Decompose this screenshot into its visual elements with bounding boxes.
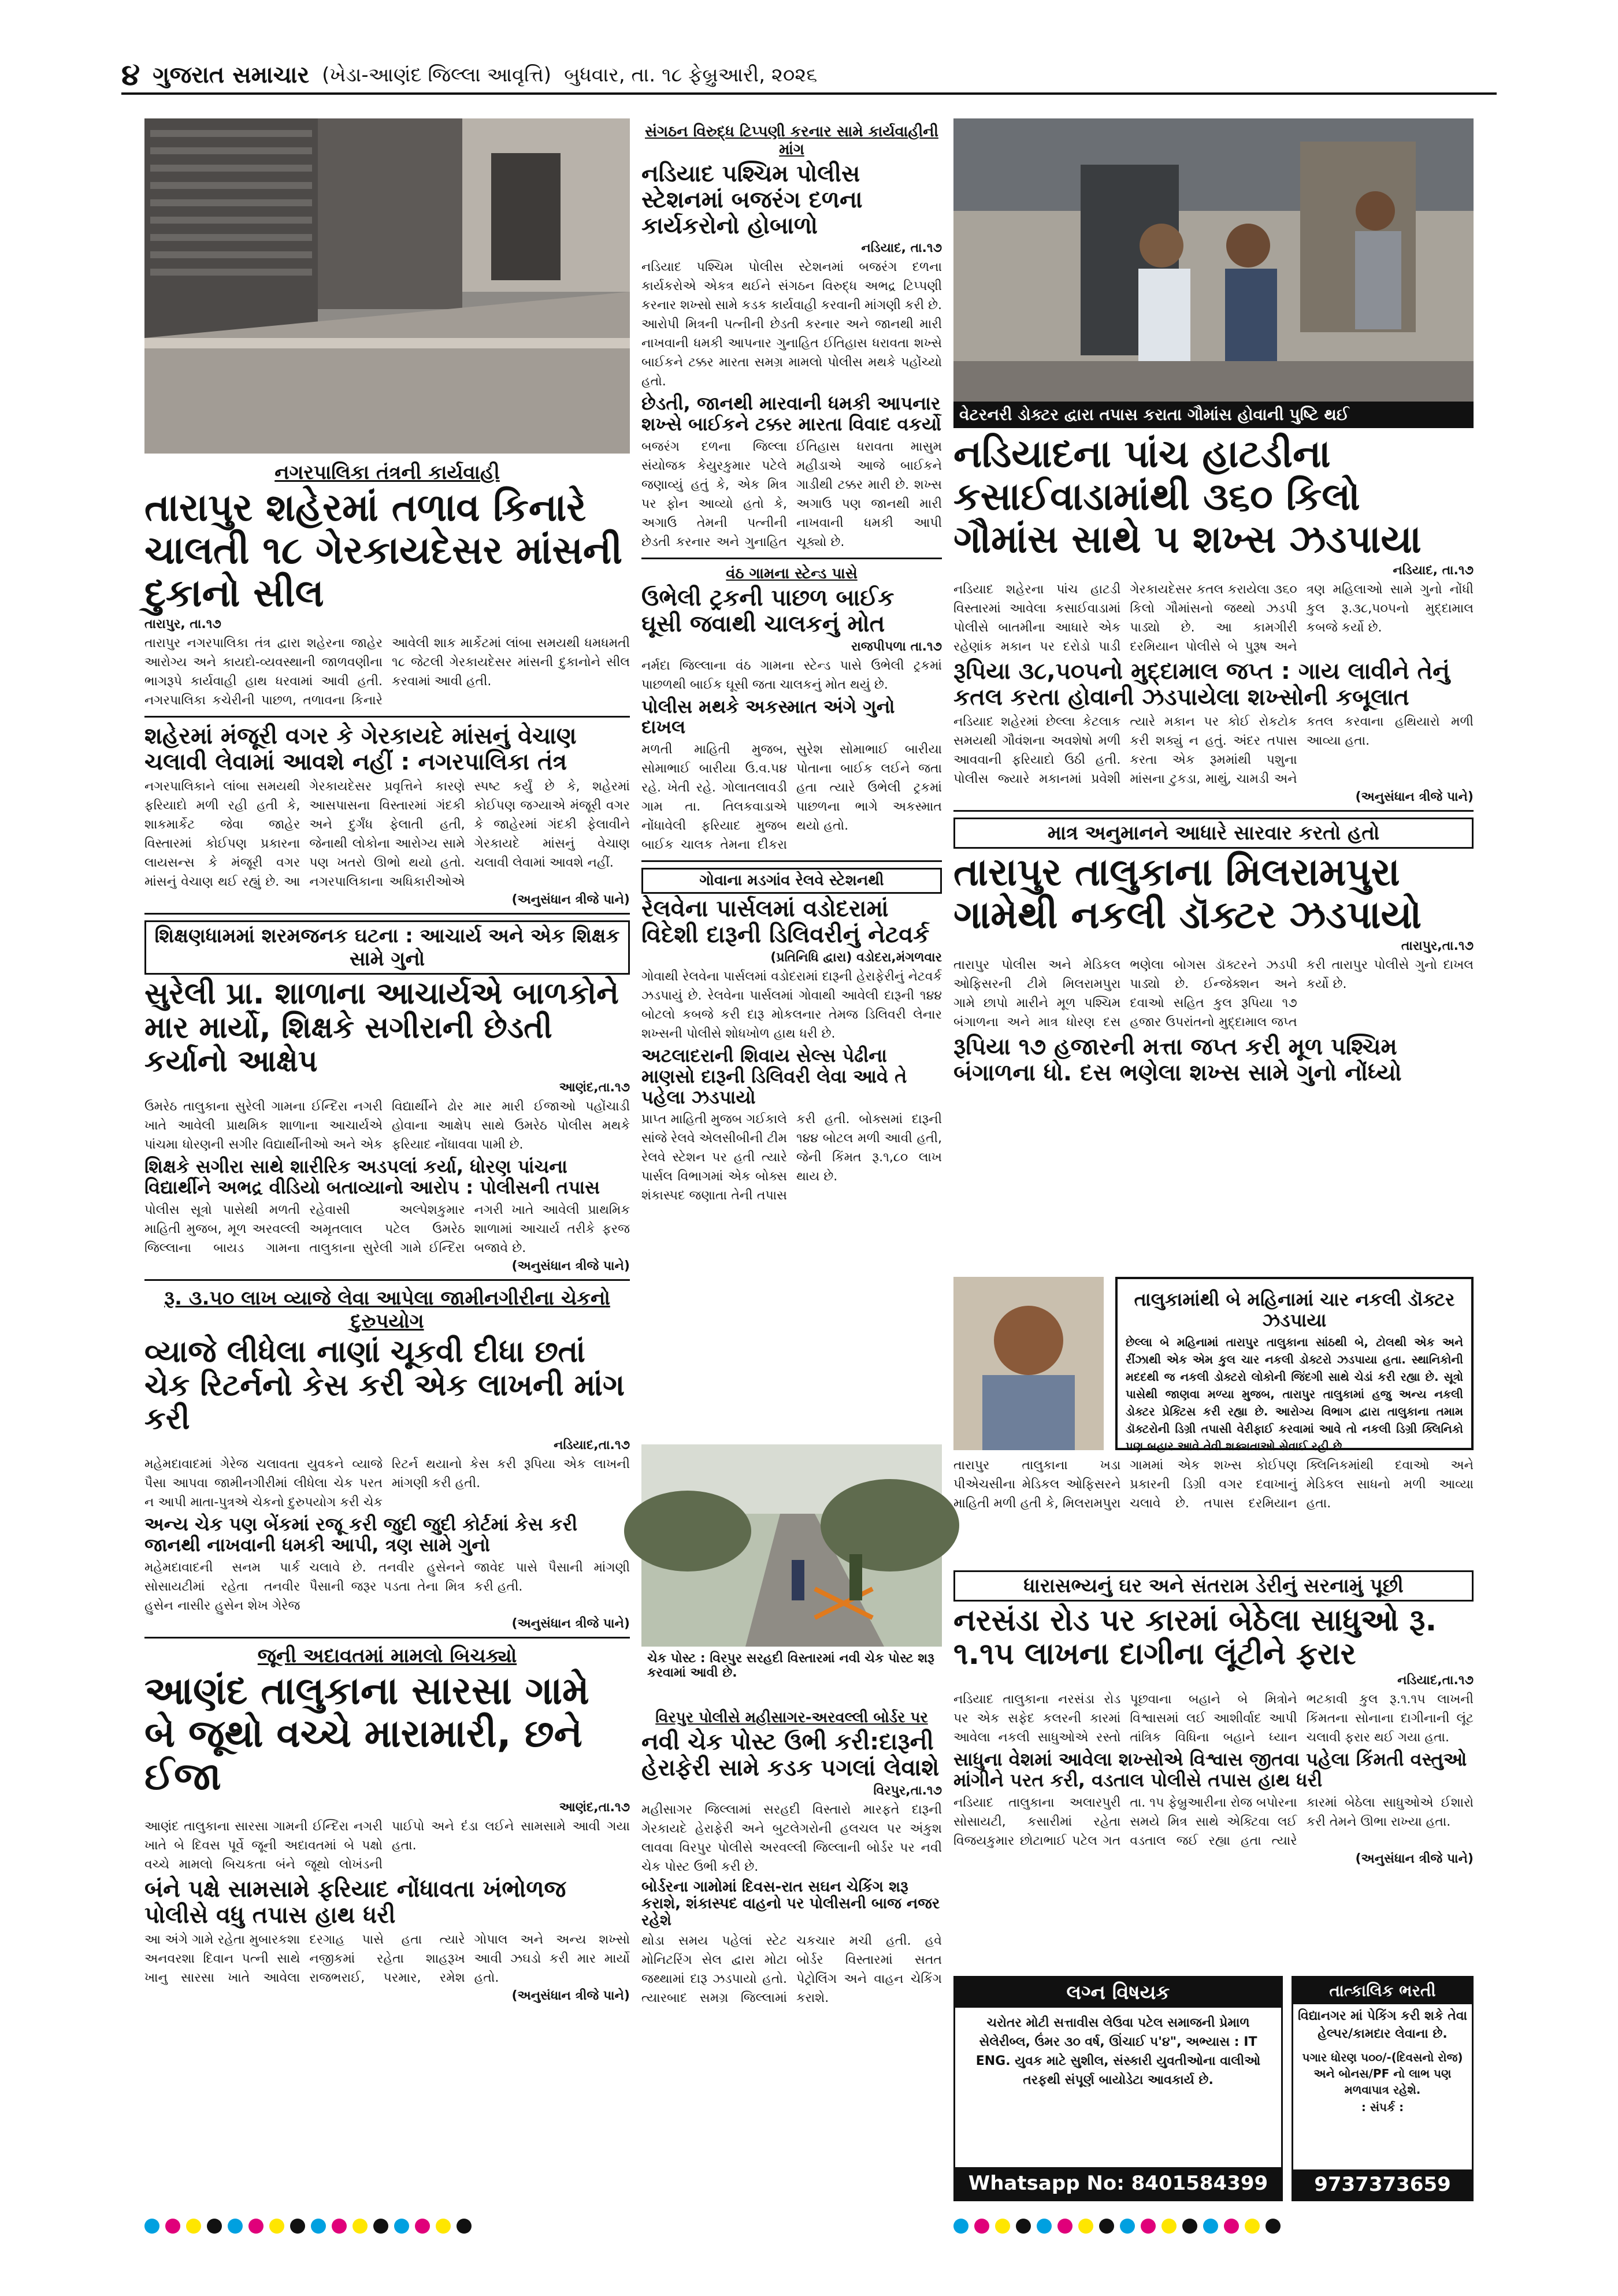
registration-dot — [1224, 2219, 1239, 2234]
story5-subhead: બંને પક્ષે સામસામે ફરિયાદ નોંધાવતા ખંભોળજ પોલીસે વધુ તપાસ હાથ ધરી — [144, 1875, 566, 1929]
box1-headline: તાલુકામાંથી બે મહિનામાં ચાર નકલી ડૉક્ટર ઝડપાયા — [1134, 1288, 1455, 1331]
story3-body: ઉમરેઠ તાલુકાના સુરેલી ગામના ઈન્દિરા નગરી ખાતે આવેલી પ્રાથમિક શાળાના આચાર્યએ પાંચમા ધોરણની સગીર વિદ્યાર્થીનીઓ અને એક વિદ્યાર્થીને ઢોર માર મારી ઈજાઓ પહોંચાડી હોવાના આક્ષેપ સાથે ઉમરેઠ પોલીસ મથકે ફરિયાદ નોંધાવવા પામી છે. — [144, 1099, 630, 1153]
story1-body: તારાપુર નગરપાલિકા તંત્ર દ્વારા શહેરના જાહેર આરોગ્ય અને કાયદો-વ્યવસ્થાની જાળવણીના ભાગરૂપે કાર્યવાહી હાથ ધરવામાં આવી હતી. નગરપાલિકા કચેરીની પાછળ, તળાવના કિનારે આવેલી શાક માર્કેટમાં લાંબા સમયથી ધમધમતી ૧૮ જેટલી ગેરકાયદેસર માંસની દુકાનોને સીલ કરવામાં આવી હતી. — [144, 636, 630, 708]
fake-doctors-box — [1115, 1277, 1474, 1453]
registration-dot — [1161, 2219, 1177, 2234]
story8-dateline: (પ્રતિનિધિ દ્વારા) વડોદરા,મંગળવાર — [770, 950, 942, 965]
photo-checkpost — [641, 1444, 942, 1647]
registration-marks-right — [953, 2219, 1281, 2234]
right-column — [953, 430, 1474, 1274]
divider — [144, 1279, 630, 1281]
registration-dot — [290, 2219, 305, 2234]
registration-dot — [186, 2219, 201, 2234]
checkpost-image — [641, 1444, 942, 1647]
story8-body2: પ્રાપ્ત માહિતી મુજબ ગઈકાલે સાંજે રેલવે એલસીબીની ટીમ રેલવે સ્ટેશન પર હતી ત્યારે પાર્સલ વિભાગમાં એક બોક્સ શંકાસ્પદ જણાતા તેની તપાસ કરી હતી. બોક્સમાં દારૂની ૧૪૪ બોટલ મળી આવી હતી, જેની કિંમત રૂ.૧,૮૦ લાખ થાય છે. — [641, 1112, 942, 1203]
issue-date: બુધવાર, તા. ૧૮ ફેબ્રુઆરી, ૨૦૨૬ — [564, 64, 818, 87]
divider — [641, 860, 942, 862]
story10-dateline: નડિયાદ, તા.૧૭ — [1393, 563, 1474, 578]
story9-dateline: વિરપુર,તા.૧૭ — [873, 1783, 942, 1798]
story3-subhead: શિક્ષકે સગીરા સાથે શારીરિક અડપલાં કર્યા, ધોરણ પાંચના વિદ્યાર્થીને અભદ્ર વીડિયો બતાવ્યાનો આરોપ : પોલીસની તપાસ — [144, 1156, 600, 1198]
story5-headline: આણંદ તાલુકાના સારસા ગામે બે જૂથો વચ્ચે મારામારી, છને ઈજા — [144, 1669, 589, 1799]
registration-dot — [248, 2219, 264, 2234]
registration-dot — [165, 2219, 180, 2234]
photo-fake-doctor — [953, 1277, 1104, 1450]
story8-kicker: ગોવાના મડગાંવ રેલવે સ્ટેશનથી — [641, 868, 942, 894]
story8-headline: રેલવેના પાર્સલમાં વડોદરામાં વિદેશી દારૂની ડિલિવરીનું નેટવર્ક — [641, 896, 930, 949]
registration-dot — [394, 2219, 409, 2234]
story4-dateline: નડિયાદ,તા.૧૭ — [554, 1438, 630, 1453]
registration-dot — [1182, 2219, 1197, 2234]
story12-dateline: નડિયાદ,તા.૧૭ — [1397, 1673, 1474, 1688]
registration-dot — [415, 2219, 430, 2234]
story7-headline: ઉભેલી ટ્રકની પાછળ બાઈક ઘૂસી જવાથી ચાલકનું મોત — [641, 585, 895, 637]
edition-label: (ખેડા-આણંદ જિલ્લા આવૃત્તિ) — [322, 64, 552, 87]
job-ad — [1292, 1976, 1474, 2201]
story5-continued: (અનુસંધાન ત્રીજે પાને) — [511, 1989, 630, 2004]
vet-inspection-image — [953, 118, 1474, 402]
story6-body2: બજરંગ દળના જિલ્લા સંયોજક કેયુરકુમાર પટેલે જણાવ્યું હતું કે, એક મિત્ર પર ફોન આવ્યો હતો કે, અગાઉ તેમની પત્નીની છેડતી કરનાર અને ગુનાહિત ઈતિહાસ ધરાવતા માસુમ મહીડાએ આજે બાઈકને ગાડીથી ટક્કર મારી છે. શખ્સ અગાઉ પણ જાનથી મારી નાખવાની ધમકી આપી ચૂક્યો છે. — [641, 440, 942, 550]
registration-dot — [269, 2219, 284, 2234]
story7-dateline: રાજપીપળા તા.૧૭ — [851, 639, 942, 654]
story1-kicker: નગરપાલિકા તંત્રની કાર્યવાહી — [274, 461, 500, 484]
checkpost-caption: ચેક પોસ્ટ : વિરપુર સરહદી વિસ્તારમાં નવી ચેક પોસ્ટ શરૂ કરવામાં આવી છે. — [641, 1648, 942, 1684]
matrimony-ad-text: ચરોતર મોટી સત્તાવીસ લેઉવા પટેલ સમાજની પ્રેમાળ સેલેરીબ્લ, ઉંમર ૩૦ વર્ષ, ઊંચાઈ ૫'૪", અભ્યાસ : IT ENG. યુવક માટે સુશીલ, સંસ્કારી યુવતીઓના વાલીઓ તરફથી સંપૂર્ણ બાયોડેટા આવકાર્ય છે. — [975, 2016, 1261, 2087]
story7-body: નર્મદા જિલ્લાના વંઠ ગામના સ્ટેન્ડ પાસે ઉભેલી ટ્રકમાં પાછળથી બાઈક ઘૂસી જતા ચાલકનું મોત થયું છે. — [641, 658, 942, 692]
masthead — [121, 58, 1497, 95]
divider — [953, 810, 1474, 812]
matrimony-ad-title: લગ્ન વિષયક — [955, 1978, 1281, 2008]
registration-dot — [144, 2219, 159, 2234]
story2-headline: શહેરમાં મંજૂરી વગર કે ગેરકાયદે માંસનું વેચાણ ચલાવી લેવામાં આવશે નહીં : નગરપાલિકા તંત્ર — [144, 722, 577, 775]
story6-headline: નડિયાદ પશ્ચિમ પોલીસ સ્ટેશનમાં બજરંગ દળના કાર્યકરોનો હોબાળો — [641, 161, 863, 239]
story8-subhead: અટલાદરાની શિવાય સેલ્સ પેઢીના માણસો દારૂની ડિલિવરી લેવા આવે તે પહેલા ઝડપાયો — [641, 1044, 907, 1108]
story11-subhead: રૂપિયા ૧૭ હજારની મત્તા જપ્ત કરી મૂળ પશ્ચિમ બંગાળના ધો. દસ ભણેલા શખ્સ સામે ગુનો નોંધ્યો — [953, 1034, 1402, 1086]
registration-dot — [457, 2219, 472, 2234]
registration-dot — [1266, 2219, 1281, 2234]
registration-dot — [953, 2219, 968, 2234]
middle-column — [641, 118, 942, 1203]
registration-dot — [352, 2219, 368, 2234]
paper-name: ગુજરાત સમાચાર — [153, 62, 310, 88]
story3-headline: સુરેલી પ્રા. શાળાના આચાર્યએ બાળકોને માર માર્યો, શિક્ષકે સગીરાની છેડતી કર્યાનો આક્ષેપ — [144, 976, 619, 1079]
registration-dot — [332, 2219, 347, 2234]
matrimony-ad — [953, 1976, 1283, 2201]
registration-dot — [1016, 2219, 1031, 2234]
page-number: ૪ — [121, 57, 140, 92]
story4-body2: મહેમદાવાદની સનમ પાર્ક સોસાયટીમાં રહેતા તનવીર હુસેન નાસીર હુસેન શેખ ગેરેજ ચલાવે છે. તનવીર હુસેનને પૈસાની જરૂર પડતા તેના મિત્ર જાવેદ પાસે પૈસાની માંગણી કરી હતી. — [144, 1561, 630, 1614]
sealed-shops-image — [144, 118, 630, 454]
left-column — [144, 456, 630, 2190]
story3-dateline: આણંદ,તા.૧૭ — [559, 1080, 630, 1095]
story12-body2: નડિયાદ તાલુકાના અલારપુરી સોસાયટી, કસારીમાં રહેતા વિજયકુમાર છોટાભાઈ પટેલ ગત તા. ૧૫ ફેબ્રુઆરીના રોજ બપોરના સમયે મિત્ર સાથે એક્ટિવા લઈ વડતાલ જઈ રહ્યા હતા ત્યારે કારમાં બેઠેલા સાધુઓએ ઈશારો કરી તેમને ઊભા રાખ્યા હતા. — [953, 1796, 1474, 1849]
job-ad-text: વિદ્યાનગર માં પેકિંગ કરી શકે તેવા હેલ્પર/કામદાર લેવાના છે. — [1298, 2009, 1467, 2041]
divider — [144, 716, 630, 718]
story7-body2: મળતી માહિતી મુજબ, સોમાભાઈ બારીયા ઉ.વ.૫૪ રહે. ખેતી રહે. ગોલાતલાવડી ગામ તા. તિલકવાડાએ નોંધાવેલી ફરિયાદ મુજબ બાઈક ચાલક તેમના દીકરા સુરેશ સોમાભાઈ બારીયા પોતાના બાઈક લઈને જતા હતા ત્યારે ઉભેલી ટ્રકમાં પાછળના ભાગે અકસ્માત થયો હતો. — [641, 742, 942, 853]
job-ad-title: તાત્કાલિક ભરતી — [1293, 1978, 1472, 2004]
story4-continued: (અનુસંધાન ત્રીજે પાને) — [511, 1617, 630, 1632]
registration-dot — [228, 2219, 243, 2234]
story10-continued: (અનુસંધાન ત્રીજે પાને) — [1355, 790, 1474, 805]
story3-body2: પોલીસ સૂત્રો પાસેથી મળતી માહિતી મુજબ, મૂળ અરવલ્લી જિલ્લાના બાયડ ગામના રહેવાસી અલ્પેશકુમાર અમૃતલાલ પટેલ ઉમરેઠ તાલુકાના સુરેલી ગામે ઈન્દિરા નગરી ખાતે આવેલી પ્રાથમિક શાળામાં આચાર્ય તરીકે ફરજ બજાવે છે. — [144, 1202, 630, 1255]
story4-body: મહેમદાવાદમાં ગેરેજ ચલાવતા યુવકને વ્યાજે પૈસા આપવા જામીનગીરીમાં લીધેલા ચેક પરત ન આપી માતા-પુત્રએ ચેકનો દુરુપયોગ કરી ચેક રિટર્ન થયાનો કેસ કરી રૂપિયા એક લાખની માંગણી કરી હતી. — [144, 1457, 630, 1510]
story2-body: નગરપાલિકાને લાંબા સમયથી ફરિયાદો મળી રહી હતી કે, શાકમાર્કેટ જેવા જાહેર વિસ્તારમાં કોઈપણ પ્રકારના લાયસન્સ કે મંજૂરી વગર માંસનું વેચાણ થઈ રહ્યું છે. આ ગેરકાયદેસર પ્રવૃત્તિને કારણે આસપાસના વિસ્તારમાં ગંદકી અને દુર્ગંધ ફેલાતી હતી, જેનાથી લોકોના આરોગ્ય સામે પણ ખતરો ઊભો થયો હતો. નગરપાલિકાના અધિકારીઓએ સ્પષ્ટ કર્યું છે કે, શહેરમાં કોઈપણ જગ્યાએ મંજૂરી વગર કે જાહેરમાં ગંદકી ફેલાવીને ગેરકાયદે માંસનું વેચાણ ચલાવી લેવામાં આવશે નહીં. — [144, 779, 630, 890]
story12-headline: નરસંડા રોડ પર કારમાં બેઠેલા સાધુઓ રૂ. ૧.૧૫ લાખના દાગીના લૂંટીને ફરાર — [953, 1603, 1437, 1672]
divider — [641, 558, 942, 559]
box1-body: છેલ્લા બે મહિનામાં તારાપુર તાલુકાના સાંઠથી બે, ટોલથી એક અને રીંઝાથી એક એમ કુલ ચાર નકલી ડોક્ટરો ઝડપાયા હતા. સ્થાનિકોની મદદથી જ નકલી ડોક્ટરો લોકોની જિંદગી સાથે ચેડાં કરી રહ્યા છે. સૂત્રો પાસેથી જાણવા મળ્યા મુજબ, તારાપુર તાલુકામાં હજુ અન્ય નકલી ડોક્ટર પ્રેક્ટિસ કરી રહ્યા છે. આરોગ્ય વિભાગ દ્વારા તાલુકાના તમામ ડૉક્ટરોની ડિગ્રી તપાસી વેરીફાઈ કરવામાં આવે તો નકલી ડિગ્રી ક્લિનિકો પણ બહાર આવે તેવી શક્યતાઓ સેવાઈ રહી છે. — [1126, 1335, 1463, 1453]
story2-continued: (અનુસંધાન ત્રીજે પાને) — [511, 893, 630, 908]
story11-body2: તારાપુર તાલુકાના ખડા પીએચસીના મેડિકલ ઓફિસરને માહિતી મળી હતી કે, મિલરામપુરા ગામમાં એક શખ્સ કોઈપણ પ્રકારની ડિગ્રી વગર દવાખાનું ચલાવે છે. તપાસ દરમિયાન ક્લિનિકમાંથી દવાઓ અને મેડિકલ સાધનો મળી આવ્યા હતા. — [953, 1458, 1474, 1511]
story6-dateline: નડિયાદ, તા.૧૭ — [861, 241, 942, 256]
story6-body: નડિયાદ પશ્ચિમ પોલીસ સ્ટેશનમાં બજરંગ દળના કાર્યકરોએ એકત્ર થઈને સંગઠન વિરુદ્ધ અભદ્ર ટિપ્પણી કરનાર શખ્સો સામે કડક કાર્યવાહી કરવાની માંગણી કરી છે. આરોપી મિત્રની પત્નીની છેડતી કરનાર અને જાનથી મારી નાખવાની ધમકી આપનાર ગુનાહિત ઈતિહાસ ધરાવતા શખ્સે બાઈકને ટક્કર મારતા સમગ્ર મામલો પોલીસ મથકે પહોંચ્યો હતો. — [641, 260, 942, 389]
story5-body: આણંદ તાલુકાના સારસા ગામની ઈન્દિરા નગરી ખાતે બે દિવસ પૂર્વે જૂની અદાવતમાં બે પક્ષો વચ્ચે મામલો બિચકતા બંને જૂથો લોખંડની પાઈપો અને દંડા લઈને સામસામે આવી ગયા હતા. — [144, 1819, 630, 1872]
registration-dot — [995, 2219, 1010, 2234]
registration-dot — [1057, 2219, 1073, 2234]
story10-body2: નડિયાદ શહેરમાં છેલ્લા કેટલાક સમયથી ગૌવંશના અવશેષો મળી આવવાની ફરિયાદો ઉઠી હતી. પોલીસ જ્યારે મકાનમાં પ્રવેશી ત્યારે મકાન પર કોઈ રોકટોક કરી શક્યું ન હતું. અંદર તપાસ કરતા એક રૂમમાંથી પશુના માંસના ટુકડા, માથું, ચામડી અને કતલ કરવાના હથિયારો મળી આવ્યા હતા. — [953, 715, 1474, 787]
story5-body2: આ અંગે ગામે રહેતા મુબારકશા અનવરશા દિવાન પત્ની સાથે ખાનુ સારસા ખાતે આવેલા દરગાહ પાસે હતા ત્યારે નજીકમાં રહેતા શાહરૂખ રાજભરાઈ, પરમાર, રમેશ ગોપાલ અને અન્ય શખ્સો આવી ઝઘડો કરી માર માર્યો હતો. — [144, 1933, 630, 1986]
story9-kicker: વિરપુર પોલીસે મહીસાગર-અરવલ્લી બોર્ડર પર — [655, 1709, 928, 1726]
divider — [144, 913, 630, 915]
story12-subhead: સાધુના વેશમાં આવેલા શખ્સોએ વિશ્વાસ જીતવા પહેલા કિંમતી વસ્તુઓ માંગીને પરત કરી, વડતાલ પોલીસે તપાસ હાથ ધરી — [953, 1748, 1467, 1792]
story4-headline: વ્યાજે લીધેલા નાણાં ચૂકવી દીધા છતાં ચેક રિટર્નનો કેસ કરી એક લાખની માંગ કરી — [144, 1334, 625, 1437]
story4-kicker: રૂ. ૩.૫૦ લાખ વ્યાજે લેવા આપેલા જામીનગીરીના ચેકનો દુરુપયોગ — [164, 1286, 610, 1333]
story12-body: નડિયાદ તાલુકાના નરસંડા રોડ પર એક સફેદ કલરની કારમાં આવેલા નકલી સાધુઓએ રસ્તો પૂછવાના બહાને બે મિત્રોને વિશ્વાસમાં લઈ આશીર્વાદ આપી તાંત્રિક વિધિના બહાને ધ્યાન ભટકાવી કુલ રૂ.૧.૧૫ લાખની કિંમતના સોનાના દાગીનાની લૂંટ ચલાવી ફરાર થઈ ગયા હતા. — [953, 1692, 1474, 1745]
story1-headline: તારાપુર શહેરમાં તળાવ કિનારે ચાલતી ૧૮ ગેરકાયદેસર માંસની દુકાનો સીલ — [144, 485, 622, 615]
registration-dot — [1245, 2219, 1260, 2234]
right-column-lower — [953, 1566, 1474, 1970]
story11-lower — [953, 1456, 1474, 1560]
job-ad-salary: પગાર ધોરણ ૫૦૦/-(દિવસનો રોજ) અને બોનસ/PF નો લાભ પણ મળવાપાત્ર રહેશે. — [1302, 2050, 1463, 2097]
job-ad-contact-label: : સંપર્ક : — [1361, 2100, 1404, 2114]
registration-dot — [1120, 2219, 1135, 2234]
vet-photo-caption: વેટરનરી ડોક્ટર દ્વારા તપાસ કરાતા ગૌમાંસ હોવાની પુષ્ટિ થઈ — [953, 402, 1474, 428]
registration-marks-left — [144, 2219, 472, 2234]
registration-dot — [311, 2219, 326, 2234]
story7-kicker: વંઠ ગામના સ્ટેન્ડ પાસે — [726, 565, 858, 583]
registration-dot — [207, 2219, 222, 2234]
story11-body: તારાપુર પોલીસ અને મેડિકલ ઓફિસરની ટીમે મિલરામપુરા ગામે છાપો મારીને મૂળ પશ્ચિમ બંગાળના અને માત્ર ધોરણ દસ ભણેલા બોગસ ડૉક્ટરને ઝડપી પાડ્યો છે. ઈન્જેક્શન અને દવાઓ સહિત કુલ રૂપિયા ૧૭ હજાર ઉપરાંતનો મુદ્દામાલ જપ્ત કરી તારાપુર પોલીસે ગુનો દાખલ કર્યો છે. — [953, 958, 1474, 1030]
story9-headline: નવી ચેક પોસ્ટ ઉભી કરી:દારૂની હેરાફેરી સામે કડક પગલાં લેવાશે — [641, 1729, 940, 1781]
photo-sealed-shops — [144, 118, 630, 454]
fake-doctor-portrait — [953, 1277, 1104, 1450]
registration-dot — [1078, 2219, 1093, 2234]
story10-headline: નડિયાદના પાંચ હાટડીના કસાઈવાડામાંથી ૩૬૦ કિલો ગૌમાંસ સાથે ૫ શખ્સ ઝડપાયા — [953, 432, 1422, 562]
registration-dot — [436, 2219, 451, 2234]
registration-dot — [974, 2219, 989, 2234]
divider — [144, 1637, 630, 1639]
story3-continued: (અનુસંધાન ત્રીજે પાને) — [511, 1258, 630, 1273]
story10-body: નડિયાદ શહેરના પાંચ હાટડી વિસ્તારમાં આવેલા કસાઈવાડામાં પોલીસે બાતમીના આધારે એક રહેણાંક મકાન પર દરોડો પાડી ગેરકાયદેસર કતલ કરાયેલા ૩૬૦ કિલો ગૌમાંસનો જથ્થો ઝડપી પાડ્યો છે. આ કામગીરી દરમિયાન પોલીસે બે પુરૂષ અને ત્રણ મહિલાઓ સામે ગુનો નોંધી કુલ રૂ.૩૮,૫૦૫નો મુદ્દામાલ કબજે કર્યો છે. — [953, 582, 1474, 654]
matrimony-ad-contact: Whatsapp No: 8401584399 — [955, 2167, 1281, 2200]
photo-vet-inspection — [953, 118, 1474, 402]
registration-dot — [1203, 2219, 1218, 2234]
story5-kicker: જૂની અદાવતમાં મામલો બિચક્યો — [257, 1644, 517, 1668]
story11-headline: તારાપુર તાલુકાના મિલરામપુરા ગામેથી નકલી ડૉક્ટર ઝડપાયો — [953, 850, 1422, 938]
registration-dot — [1099, 2219, 1114, 2234]
story4-subhead: અન્ય ચેક પણ બેંકમાં રજૂ કરી જુદી જુદી કોર્ટમાં કેસ કરી જાનથી નાખવાની ધમકી આપી, ત્રણ સામે ગુનો — [144, 1513, 578, 1556]
registration-dot — [1141, 2219, 1156, 2234]
story11-kicker: માત્ર અનુમાનને આધારે સારવાર કરતો હતો — [953, 818, 1474, 849]
story12-kicker: ધારાસભ્યનું ઘર અને સંતરામ ડેરીનું સરનામું પૂછી — [953, 1570, 1474, 1602]
story8-body: ગોવાથી રેલવેના પાર્સલમાં વડોદરામાં દારૂની હેરાફેરીનું નેટવર્ક ઝડપાયું છે. રેલવેના પાર્સલમાં ગોવાથી આવેલી દારૂની ૧૪૪ બોટલો કબજે કરી દારૂ મોકલનાર તેમજ ડિલિવરી લેનાર શખ્સની પોલીસે શોધખોળ હાથ ધરી છે. — [641, 969, 942, 1041]
story9-body2: થોડા સમય પહેલાં સ્ટેટ મોનિટરિંગ સેલ દ્વારા મોટા જથ્થામાં દારૂ ઝડપાયો હતો. ત્યારબાદ સમગ્ર જિલ્લામાં ચકચાર મચી હતી. હવે બોર્ડર વિસ્તારમાં સતત પેટ્રોલિંગ અને વાહન ચેકિંગ કરાશે. — [641, 1933, 942, 2005]
job-ad-phone: 9737373659 — [1293, 2169, 1472, 2200]
middle-column-lower — [641, 1704, 942, 2195]
story5-dateline: આણંદ,તા.૧૭ — [559, 1800, 630, 1815]
registration-dot — [1037, 2219, 1052, 2234]
story6-subhead: છેડતી, જાનથી મારવાની ધમકી આપનાર શખ્સે બાઈકને ટક્કર મારતા વિવાદ વકર્યો — [641, 392, 942, 436]
story3-kicker: શિક્ષણધામમાં શરમજનક ઘટના : આચાર્ય અને એક શિક્ષક સામે ગુનો — [144, 920, 630, 975]
story9-body: મહીસાગર જિલ્લામાં સરહદી વિસ્તારો મારફતે દારૂની ગેરકાયદે હેરાફેરી અને બુટલેગરોની હલચલ પર અંકુશ લાવવા વિરપુર પોલીસે અરવલ્લી જિલ્લાની બોર્ડર પર નવી ચેક પોસ્ટ ઉભી કરી છે. — [641, 1802, 942, 1874]
story9-subhead: બોર્ડરના ગામોમાં દિવસ-રાત સઘન ચેકિંગ શરૂ કરાશે, શંકાસ્પદ વાહનો પર પોલીસની બાજ નજર રહેશે — [641, 1878, 940, 1929]
story11-dateline: તારાપુર,તા.૧૭ — [1401, 939, 1474, 954]
story6-kicker: સંગઠન વિરુદ્ધ ટિપ્પણી કરનાર સામે કાર્યવાહીની માંગ — [645, 123, 938, 158]
story10-subhead: રૂપિયા ૩૮,૫૦૫નો મુદ્દામાલ જપ્ત : ગાય લાવીને તેનું કતલ કરતા હોવાની ઝડપાયેલા શખ્સોની કબૂલાત — [953, 657, 1450, 711]
story1-dateline: તારાપુર, તા.૧૭ — [144, 616, 221, 631]
story12-continued: (અનુસંધાન ત્રીજે પાને) — [1355, 1852, 1474, 1867]
story7-subhead: પોલીસ મથકે અકસ્માત અંગે ગુનો દાખલ — [641, 695, 895, 738]
registration-dot — [373, 2219, 388, 2234]
